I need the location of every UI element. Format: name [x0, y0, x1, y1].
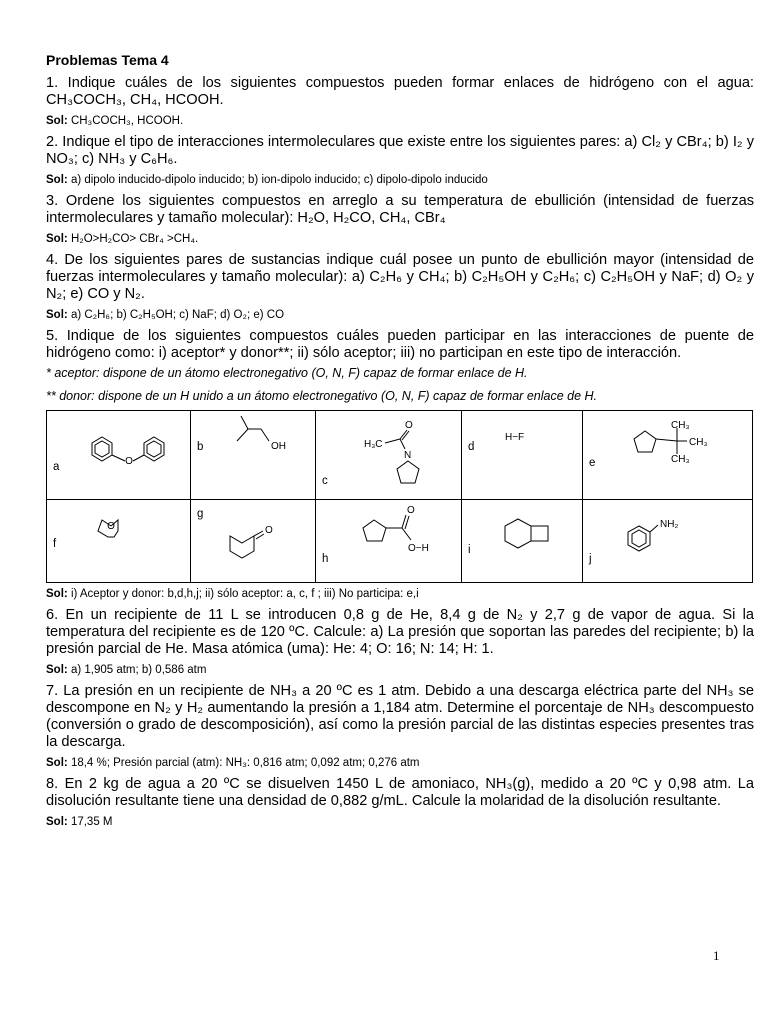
page-number: 1 [713, 948, 720, 963]
question-8: 8. En 2 kg de agua a 20 ºC se disuelven 1450 L de amoniaco, NH₃(g), medido a 20 ºC y 0,98 atm. La disolución resultante tiene una densidad de 0,882 g/mL. Calcule la molaridad de la disolución resultante. [46, 776, 754, 809]
isobutanol-structure [191, 411, 315, 499]
tetrahydrofuran-structure [47, 500, 190, 582]
molecule-table [46, 410, 753, 583]
cell-e [583, 411, 753, 500]
cell-b [191, 411, 316, 500]
question-5: 5. Indique de los siguientes compuestos cuáles pueden participar en las interacciones de puente de hidrógeno como: i) aceptor* y donor**; ii) sólo aceptor; iii) no participan en este tipo de interacción. [46, 328, 754, 361]
solution-3: Sol: H₂O>H₂CO> CBr₄ >CH₄. [46, 233, 199, 245]
label-f: f [53, 538, 57, 550]
cell-a [47, 411, 191, 500]
acid-oxygen-label: O [407, 505, 415, 516]
hf-label: H−F [505, 432, 525, 443]
worksheet [46, 52, 754, 835]
question-6: 6. En un recipiente de 11 L se introducen 0,8 g de He, 8,4 g de N₂ y 2,7 g de vapor de agua. Si la temperatura del recipiente es de 120 ºC. Calcule: a) La presión que soportan las paredes del recipiente; b) la presión parcial de He. Masa atómica (uma): He: 4; O: 16; N: 14; H: 1. [46, 607, 754, 657]
ketone-oxygen-label: O [265, 525, 273, 536]
methyl-label: H₃C [364, 439, 383, 450]
solution-6: Sol: a) 1,905 atm; b) 0,586 atm [46, 664, 207, 676]
page-title: Problemas Tema 4 [46, 52, 169, 68]
cell-g [191, 500, 316, 583]
nitrogen-label: N [404, 450, 412, 461]
oxygen-label: O [125, 456, 133, 467]
question-3: 3. Ordene los siguientes compuestos en arreglo a su temperatura de ebullición (intensidad de fuerzas intermoleculares y tamaño molecular): H₂O, H₂CO, CH₄, CBr₄ [46, 193, 754, 226]
label-b: b [197, 441, 204, 453]
aniline-structure [583, 500, 752, 582]
question-2: 2. Indique el tipo de interacciones intermoleculares que existe entre los siguientes pares: a) Cl₂ y CBr₄; b) I₂ y NO₃; c) NH₃ y C₆H₆. [46, 134, 754, 167]
note-acceptor: * aceptor: dispone de un átomo electronegativo (O, N, F) capaz de formar enlace de H. [46, 366, 528, 380]
cell-h [316, 500, 462, 583]
solution-8: Sol: 17,35 M [46, 816, 113, 828]
hydroxyl-label: OH [271, 441, 286, 452]
methyl-right-label: CH₃ [689, 437, 708, 448]
note-donor: ** donor: dispone de un H unido a un átomo electronegativo (O, N, F) capaz de formar enlace de H. [46, 389, 598, 403]
ring-oxygen-label: O [107, 521, 115, 532]
amine-label: NH₂ [660, 519, 679, 530]
solution-2: Sol: a) dipolo inducido-dipolo inducido; b) ion-dipolo inducido; c) dipolo-dipolo inducido [46, 174, 488, 186]
acid-hydroxyl-label: O−H [408, 543, 429, 554]
hydrogen-fluoride-structure [462, 411, 582, 499]
label-e: e [589, 457, 596, 469]
solution-7: Sol: 18,4 %; Presión parcial (atm): NH₃: 0,816 atm; 0,092 atm; 0,276 atm [46, 757, 420, 769]
solution-1: Sol: CH₃COCH₃, HCOOH. [46, 115, 184, 127]
label-h: h [322, 553, 329, 565]
solution-4: Sol: a) C₂H₆; b) C₂H₅OH; c) NaF; d) O₂; e) CO [46, 309, 285, 321]
cell-f [47, 500, 191, 583]
question-4: 4. De los siguientes pares de sustancias indique cuál posee un punto de ebullición mayor (intensidad de fuerzas intermoleculares y tamaño molecular): a) C₂H₆ y CH₄; b) C₂H₅OH y C₂H₆; c) C₂H₅OH y NaF; d) O₂ y N₂; e) CO y N₂. [46, 252, 754, 302]
diphenyl-ether-structure [47, 411, 190, 499]
cell-c [316, 411, 462, 500]
solution-5: Sol: i) Aceptor y donor: b,d,h,j; ii) sólo aceptor: a, c, f ; iii) No participa: e,i [46, 588, 419, 600]
label-a: a [53, 461, 60, 473]
methyl-top-label: CH₃ [671, 420, 690, 431]
cell-i [462, 500, 583, 583]
carbonyl-oxygen-label: O [405, 420, 413, 431]
label-c: c [322, 475, 328, 487]
cyclopentanecarboxylic-acid-structure [316, 500, 461, 582]
methyl-bottom-label: CH₃ [671, 454, 690, 465]
label-j: j [589, 553, 592, 565]
acetyl-pyrrolidine-structure [316, 411, 461, 499]
cell-j [583, 500, 753, 583]
tert-butyl-cyclopentane-structure [583, 411, 752, 499]
label-d: d [468, 441, 475, 453]
bicyclo-octane-structure [462, 500, 582, 582]
question-1: 1. Indique cuáles de los siguientes compuestos pueden formar enlaces de hidrógeno con el agua: CH₃COCH₃, CH₄, HCOOH. [46, 75, 754, 108]
cell-d [462, 411, 583, 500]
cyclohexanone-structure [191, 500, 315, 582]
label-g: g [197, 508, 204, 520]
label-i: i [468, 544, 471, 556]
question-7: 7. La presión en un recipiente de NH₃ a 20 ºC es 1 atm. Debido a una descarga eléctrica parte del NH₃ se descompone en N₂ y H₂ aumentando la presión a 1,184 atm. Determine el porcentaje de NH₃ descompuesto (conversión o grado de descomposición), así como la presión parcial de las distintas especies presentes tras la descarga. [46, 683, 754, 750]
